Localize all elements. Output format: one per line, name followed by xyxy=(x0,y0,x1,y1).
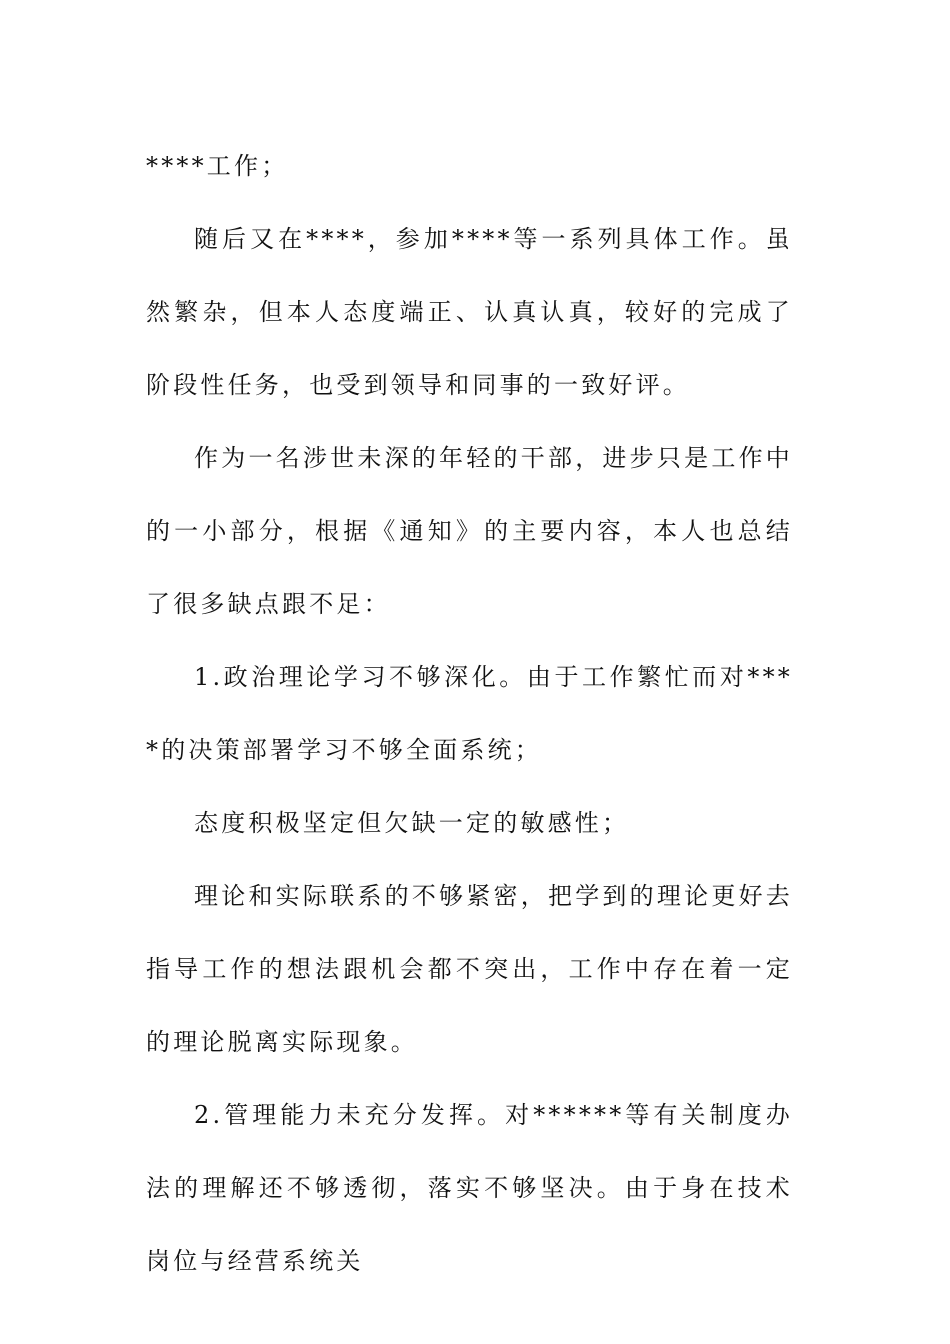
paragraph-7: 2.管理能力未充分发挥。对******等有关制度办法的理解还不够透彻，落实不够坚决。由于身在技术岗位与经营系统关 xyxy=(146,1101,793,1275)
paragraph-4: 1.政治理论学习不够深化。由于工作繁忙而对****的决策部署学习不够全面系统； xyxy=(146,663,793,764)
paragraph-6: 理论和实际联系的不够紧密，把学到的理论更好去指导工作的想法跟机会都不突出，工作中存在着一定的理论脱离实际现象。 xyxy=(146,882,793,1056)
paragraph-1: ****工作； xyxy=(146,152,289,180)
paragraph-3: 作为一名涉世未深的年轻的干部，进步只是工作中的一小部分，根据《通知》的主要内容，本人也总结了很多缺点跟不足： xyxy=(146,444,793,618)
paragraph-2: 随后又在****，参加****等一系列具体工作。虽然繁杂，但本人态度端正、认真认真，较好的完成了阶段性任务，也受到领导和同事的一致好评。 xyxy=(146,225,793,399)
paragraph-5: 态度积极坚定但欠缺一定的敏感性； xyxy=(194,809,630,837)
